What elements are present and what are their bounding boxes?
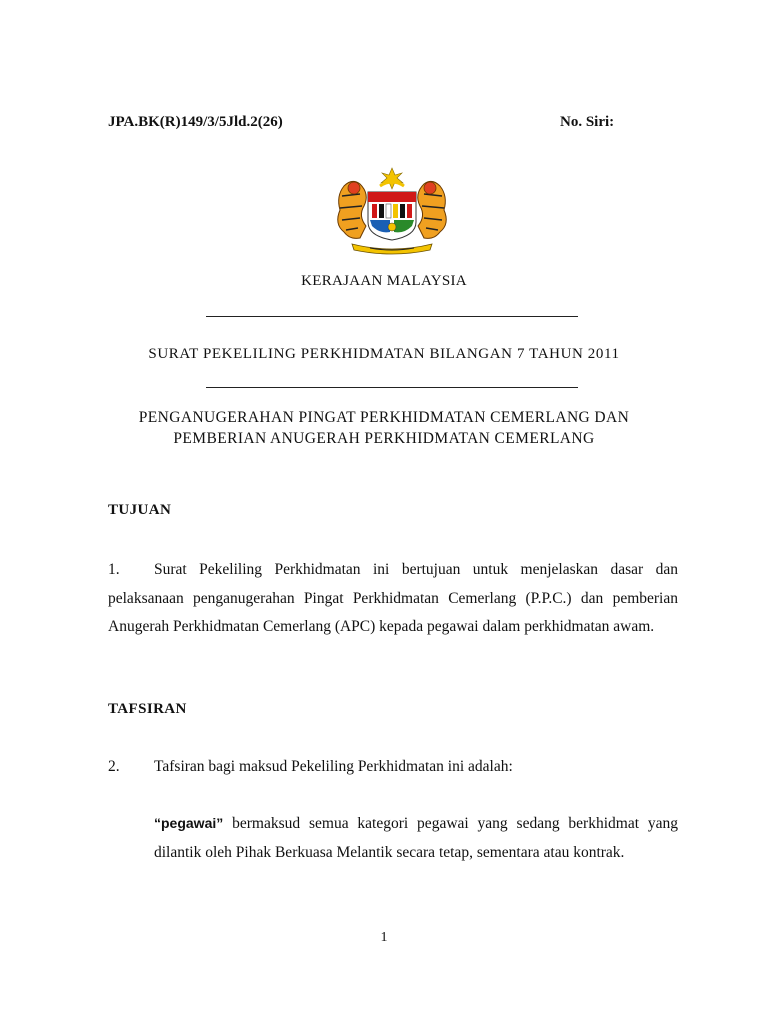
paragraph-1-body: [108, 556, 678, 642]
definition-text: bermaksud semua kategori pegawai yang sedang berkhidmat yang dilantik oleh Pihak Berkuasa Melantik secara tetap, sementara atau kontrak.: [154, 815, 679, 861]
definition-pegawai: [154, 809, 678, 867]
page-number: 1: [380, 930, 388, 945]
malaysia-coat-of-arms-icon: [330, 166, 454, 256]
paragraph-number: 1.: [108, 561, 120, 578]
section-heading-tafsiran: TAFSIRAN: [108, 701, 187, 717]
subject-title: [0, 407, 768, 449]
paragraph-number: 2.: [108, 758, 120, 775]
definition-term: “pegawai”: [154, 815, 224, 831]
divider-line: [206, 387, 578, 388]
paragraph-text: Surat Pekeliling Perkhidmatan ini bertujuan untuk menjelaskan dasar dan pelaksanaan penganugerahan Pingat Perkhidmatan Cemerlang (P.P.C.) dan pemberian Anugerah Perkhidmatan Cemerlang (APC) kepada pegawai dalam perkhidmatan awam.: [108, 561, 678, 635]
paragraph-text: Tafsiran bagi maksud Pekeliling Perkhidmatan ini adalah:: [154, 758, 513, 775]
section-heading-tujuan: TUJUAN: [108, 502, 172, 518]
circular-title: SURAT PEKELILING PERKHIDMATAN BILANGAN 7 TAHUN 2011: [148, 346, 620, 362]
paragraph-1: [108, 556, 678, 642]
government-title: KERAJAAN MALAYSIA: [301, 273, 467, 289]
paragraph-2: [108, 753, 678, 782]
serial-number-label: No. Siri:: [560, 114, 615, 130]
divider-line: [206, 316, 578, 317]
subject-line-1: PENGANUGERAHAN PINGAT PERKHIDMATAN CEMERLANG DAN: [138, 409, 630, 426]
subject-line-2: PEMBERIAN ANUGERAH PERKHIDMATAN CEMERLANG: [173, 430, 595, 447]
reference-number: JPA.BK(R)149/3/5Jld.2(26): [108, 114, 283, 130]
